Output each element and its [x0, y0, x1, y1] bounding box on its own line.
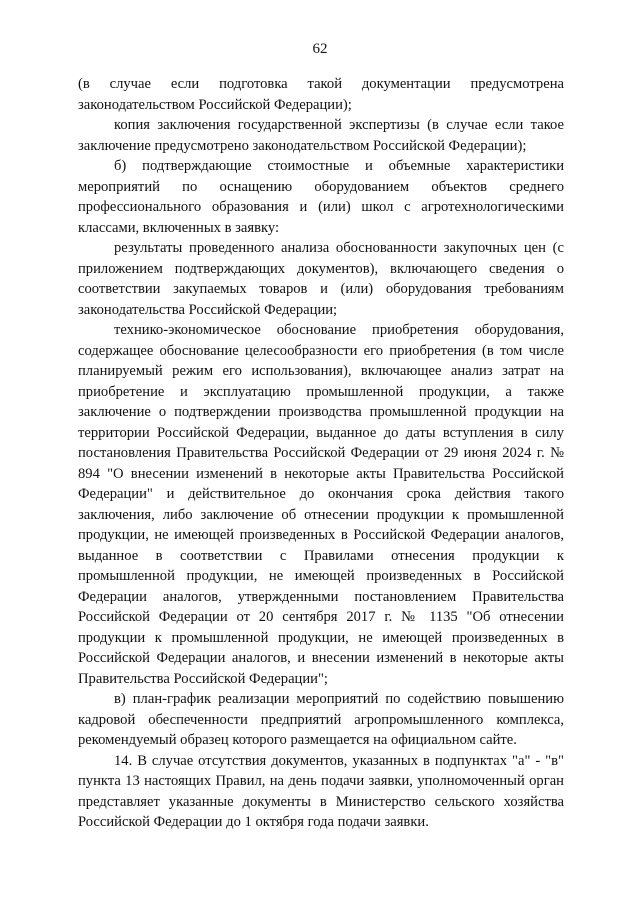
paragraph-clause-14: 14. В случае отсутствия документов, указанных в подпунктах "а" - "в" пункта 13 настоящих Правил, на день подачи заявки, уполномоченный орган представляет указанные документы в Министерство сельского хозяйства Российской Федерации до 1 октября года подачи заявки.	[78, 752, 564, 830]
document-body	[78, 74, 564, 833]
paragraph-feasibility-study: технико-экономическое обоснование приобретения оборудования, содержащее обоснование целесообразности его приобретения (в том числе планируемый режим его использования), включающее анализ затрат на приобретение и эксплуатацию промышленной продукции, а также заключение о подтверждении производства промышленной продукции на территории Российской Федерации, выданное до даты вступления в силу постановления Правительства Российской Федерации от 29 июня 2024 г. № 894 "О внесении изменений в некоторые акты Правительства Российской Федерации" и действительное до окончания срока действия такого заключения, либо заключение об отнесении продукции к промышленной продукции, не имеющей произведенных в Российской Федерации аналогов, выданное в соответствии с Правилами отнесения продукции к промышленной продукции, не имеющей произведенных в Российской Федерации аналогов, утвержденными постановлением Правительства Российской Федерации от 20 сентября 2017 г. № 1135 "Об отнесении продукции к промышленной продукции, не имеющей произведенных в Российской Федерации аналогов, и внесении изменений в некоторые акты Правительства Российской Федерации";	[78, 322, 564, 687]
page-number: 62	[312, 41, 328, 57]
paragraph-price-analysis: результаты проведенного анализа обоснованности закупочных цен (с приложением подтверждающих документов), включающего сведения о соответствии закупаемых товаров и (или) оборудования требованиям законодательства Российской Федерации;	[78, 240, 564, 318]
paragraph-expertise-condition: (в случае если подготовка такой документации предусмотрена законодательством Российской Федерации);	[78, 76, 564, 113]
paragraph-item-v: в) план-график реализации мероприятий по содействию повышению кадровой обеспеченности предприятий агропромышленного комплекса, рекомендуемый образец которого размещается на официальном сайте.	[78, 691, 564, 748]
paragraph-expertise-copy: копия заключения государственной экспертизы (в случае если такое заключение предусмотрено законодательством Российской Федерации);	[78, 117, 564, 154]
paragraph-item-b: б) подтверждающие стоимостные и объемные характеристики мероприятий по оснащению оборудованием объектов среднего профессионального образования и (или) школ с агротехнологическими классами, включенных в заявку:	[78, 158, 564, 236]
